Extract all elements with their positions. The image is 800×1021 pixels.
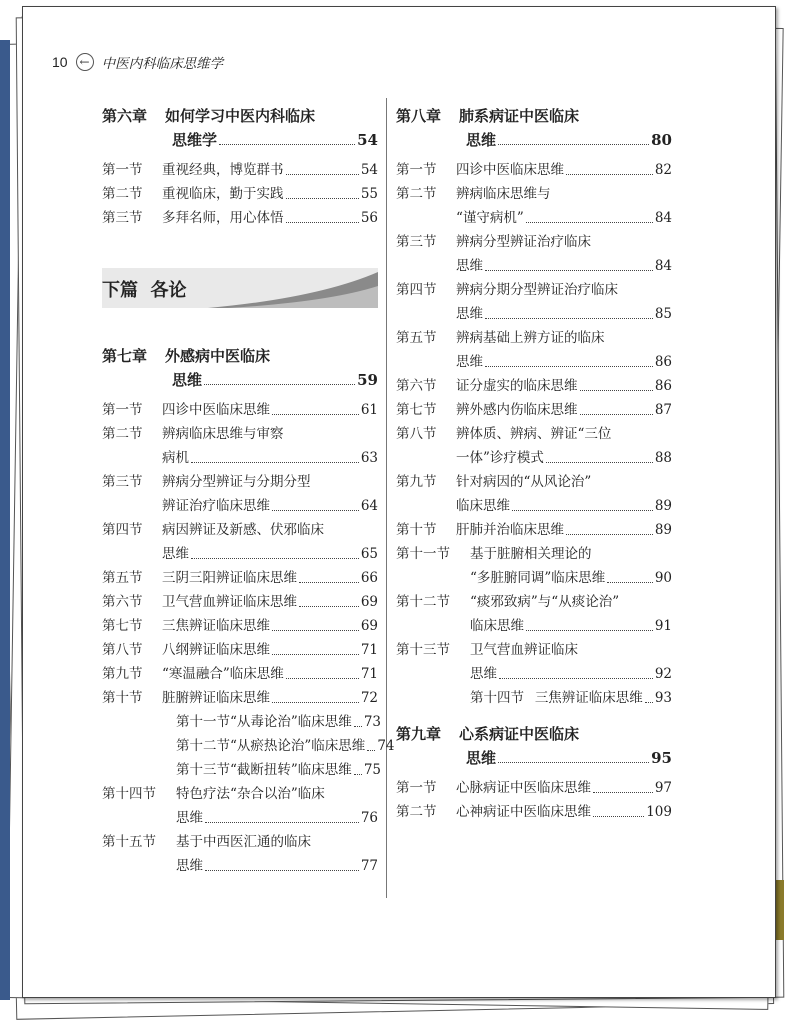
entry-text: 66 (360, 570, 378, 586)
entry-text: 69 (360, 618, 378, 634)
dot-leader (498, 144, 649, 145)
entry-text: “寒温融合”临床思维 (162, 666, 284, 682)
toc-entry[interactable] (102, 734, 395, 758)
entry-text: 思维 (470, 666, 497, 682)
entry-line (102, 494, 378, 518)
toc-entry[interactable] (102, 518, 378, 566)
entry-line (396, 206, 672, 230)
entry-line (396, 350, 672, 374)
toc-entry[interactable] (102, 566, 378, 590)
entry-number: 第三节 (102, 210, 143, 226)
entry-text: 54 (360, 162, 378, 178)
entry-text: 多拜名师，用心体悟 (162, 210, 284, 226)
entry-text: 四诊中医临床思维 (456, 162, 564, 178)
entry-text: 辨病分型辨证治疗临床 (456, 234, 591, 250)
entry-number: 第二节 (102, 426, 143, 442)
entry-line (396, 722, 672, 746)
entry-number: 第六节 (396, 378, 437, 394)
entry-number: 第七章 (102, 347, 148, 365)
dot-leader (354, 774, 362, 775)
entry-number: 第十节 (102, 690, 143, 706)
entry-number: 第二节 (102, 186, 143, 202)
entry-number: 第十一节 (176, 714, 230, 730)
entry-line (396, 278, 672, 302)
toc-entry[interactable] (396, 470, 672, 518)
toc-entry[interactable] (102, 470, 378, 518)
entry-number: 第一节 (396, 780, 437, 796)
toc-chapter-7[interactable] (102, 344, 378, 392)
entry-text: “从毒论治”临床思维 (230, 714, 352, 730)
toc-entry[interactable] (102, 782, 378, 830)
entry-text: 一体”诊疗模式 (456, 450, 544, 466)
entry-text: 辨体质、辨病、辨证“三位 (456, 426, 612, 442)
toc-right-column (396, 104, 672, 824)
entry-line (102, 518, 378, 542)
entry-text: 59 (357, 371, 378, 389)
entry-text: 69 (360, 594, 378, 610)
toc-entry[interactable] (396, 398, 672, 422)
toc-entry[interactable] (396, 326, 672, 374)
entry-text: 92 (654, 666, 672, 682)
entry-text: 72 (360, 690, 378, 706)
entry-line (102, 710, 381, 734)
entry-line (396, 158, 672, 182)
part-title: 各论 (150, 280, 187, 301)
entry-line (102, 854, 378, 878)
entry-text: 卫气营血辨证临床思维 (162, 594, 297, 610)
entry-text: 74 (377, 738, 395, 754)
toc-entry[interactable] (396, 158, 672, 182)
book-edge-strip (0, 40, 10, 1000)
entry-text: 病因辨证及新感、伏邪临床 (162, 522, 324, 538)
entry-text: 肝肺并治临床思维 (456, 522, 564, 538)
entry-text: 基于中西医汇通的临床 (176, 834, 311, 850)
dot-leader (607, 582, 653, 583)
entry-line (102, 662, 378, 686)
entry-number: 第二节 (396, 804, 437, 820)
toc-entry[interactable] (396, 590, 672, 638)
entry-text: 84 (654, 258, 672, 274)
entry-text: 109 (646, 804, 672, 820)
entry-line (396, 446, 672, 470)
entry-number: 第三节 (396, 234, 437, 250)
entry-number: 第八章 (396, 107, 442, 125)
entry-line (396, 398, 672, 422)
entry-text: “谨守病机” (456, 210, 524, 226)
toc-entry[interactable] (102, 758, 381, 782)
entry-text: 三焦辨证临床思维 (162, 618, 270, 634)
entry-line (396, 470, 672, 494)
dot-leader (272, 702, 359, 703)
entry-text: 思维 (456, 258, 483, 274)
entry-number: 第十五节 (102, 834, 156, 850)
entry-text: 病机 (162, 450, 189, 466)
entry-line (102, 734, 395, 758)
dot-leader (566, 534, 653, 535)
entry-number: 第三节 (102, 474, 143, 490)
entry-text: 三阴三阳辨证临床思维 (162, 570, 297, 586)
toc-entry[interactable] (102, 638, 378, 662)
entry-line (396, 326, 672, 350)
entry-text: 90 (654, 570, 672, 586)
entry-text: 辨病临床思维与 (456, 186, 551, 202)
entry-text: 55 (360, 186, 378, 202)
dot-leader (191, 558, 359, 559)
entry-text: 辨病分型辨证与分期分型 (162, 474, 311, 490)
entry-line (396, 776, 672, 800)
entry-text: 如何学习中医内科临床 (165, 107, 316, 125)
entry-text: 辨病分期分型辨证治疗临床 (456, 282, 618, 298)
entry-line (396, 374, 672, 398)
entry-number: 第六节 (102, 594, 143, 610)
dot-leader (219, 144, 355, 145)
entry-text: 80 (651, 131, 672, 149)
entry-line (102, 542, 378, 566)
entry-text: 外感病中医临床 (165, 347, 271, 365)
entry-line (396, 614, 672, 638)
entry-text: 卫气营血辨证临床 (470, 642, 578, 658)
entry-text: 56 (360, 210, 378, 226)
entry-text: 61 (360, 402, 378, 418)
entry-line (396, 662, 672, 686)
entry-line (102, 590, 378, 614)
entry-line (102, 782, 378, 806)
toc-entry[interactable] (396, 374, 672, 398)
entry-line (102, 614, 378, 638)
entry-number: 第九节 (396, 474, 437, 490)
toc-entry[interactable] (396, 686, 672, 710)
entry-text: 82 (654, 162, 672, 178)
entry-line (396, 686, 672, 710)
toc-entry[interactable] (396, 542, 672, 590)
entry-text: 86 (654, 378, 672, 394)
dot-leader (485, 366, 653, 367)
entry-text: 四诊中医临床思维 (162, 402, 270, 418)
dot-leader (205, 822, 359, 823)
entry-text: 87 (654, 402, 672, 418)
toc-entry[interactable] (396, 518, 672, 542)
dot-leader (593, 816, 644, 817)
toc-left-column (102, 104, 395, 878)
entry-text: 63 (360, 450, 378, 466)
entry-number: 第四节 (396, 282, 437, 298)
entry-text: 77 (360, 858, 378, 874)
dot-leader (286, 198, 359, 199)
entry-number: 第十三节 (396, 642, 450, 658)
entry-line (396, 746, 672, 770)
toc-chapter-9[interactable] (396, 722, 672, 770)
dot-leader (191, 462, 359, 463)
entry-line (396, 128, 672, 152)
entry-line (396, 638, 672, 662)
toc-entry[interactable] (396, 638, 672, 686)
dot-leader (204, 384, 355, 385)
entry-text: 89 (654, 522, 672, 538)
entry-line (102, 758, 381, 782)
entry-line (102, 398, 378, 422)
entry-line (396, 254, 672, 278)
dot-leader (367, 750, 375, 751)
entry-text: 54 (357, 131, 378, 149)
dot-leader (485, 318, 653, 319)
toc-entry[interactable] (102, 830, 378, 878)
entry-text: 86 (654, 354, 672, 370)
entry-number: 第二节 (396, 186, 437, 202)
toc-entry[interactable] (396, 800, 672, 824)
entry-text: 证分虚实的临床思维 (456, 378, 578, 394)
entry-text: 临床思维 (456, 498, 510, 514)
entry-line (102, 686, 378, 710)
entry-line (396, 104, 672, 128)
entry-number: 第一节 (396, 162, 437, 178)
entry-text: 64 (360, 498, 378, 514)
dot-leader (499, 678, 653, 679)
entry-line (102, 566, 378, 590)
toc-entry[interactable] (102, 686, 378, 710)
entry-text: 97 (654, 780, 672, 796)
entry-text: 思维 (162, 546, 189, 562)
toc-entry[interactable] (396, 182, 672, 230)
toc-entry[interactable] (102, 662, 378, 686)
entry-text: 临床思维 (470, 618, 524, 634)
entry-text: 93 (654, 690, 672, 706)
dot-leader (286, 174, 359, 175)
entry-text: 重视经典，博览群书 (162, 162, 284, 178)
entry-text: 思维 (176, 810, 203, 826)
running-header (52, 52, 223, 72)
entry-text: 思维学 (172, 131, 218, 149)
entry-line (102, 182, 378, 206)
toc-chapter-8[interactable] (396, 104, 672, 152)
entry-number: 第八节 (102, 642, 143, 658)
toc-entry[interactable] (396, 422, 672, 470)
dot-leader (645, 702, 653, 703)
part-number: 下篇 (102, 280, 138, 301)
entry-line (396, 518, 672, 542)
entry-text: 84 (654, 210, 672, 226)
dot-leader (205, 870, 359, 871)
column-divider (386, 98, 387, 898)
entry-line (396, 422, 672, 446)
entry-number: 第四节 (102, 522, 143, 538)
part-banner (102, 268, 378, 308)
book-title: 中医内科临床思维学 (101, 56, 224, 72)
entry-text: 76 (360, 810, 378, 826)
dot-leader (566, 174, 653, 175)
page-number: 10 (52, 54, 68, 70)
entry-line (396, 590, 672, 614)
dot-leader (299, 582, 359, 583)
dot-leader (286, 678, 359, 679)
dot-leader (272, 630, 359, 631)
entry-line (102, 206, 378, 230)
entry-number: 第一节 (102, 162, 143, 178)
entry-line (102, 158, 378, 182)
entry-text: 心神病证中医临床思维 (456, 804, 591, 820)
toc-entry[interactable] (102, 614, 378, 638)
toc-entry[interactable] (102, 590, 378, 614)
entry-number: 第十一节 (396, 546, 450, 562)
toc-entry[interactable] (396, 776, 672, 800)
entry-text: 思维 (172, 371, 203, 389)
entry-text: 肺系病证中医临床 (459, 107, 580, 125)
entry-number: 第十三节 (176, 762, 230, 778)
entry-number: 第十二节 (176, 738, 230, 754)
entry-text: “截断扭转”临床思维 (230, 762, 352, 778)
entry-text: 91 (654, 618, 672, 634)
toc-entry[interactable] (396, 278, 672, 326)
dot-leader (299, 606, 359, 607)
dot-leader (354, 726, 362, 727)
entry-line (396, 182, 672, 206)
entry-number: 第十节 (396, 522, 437, 538)
entry-text: 思维 (466, 749, 497, 767)
entry-text: “痰邪致病”与“从痰论治” (470, 594, 620, 610)
dot-leader (593, 792, 653, 793)
entry-line (102, 806, 378, 830)
entry-text: 思维 (176, 858, 203, 874)
toc-entry[interactable] (102, 158, 378, 182)
entry-text: 辨外感内伤临床思维 (456, 402, 578, 418)
entry-text: 脏腑辨证临床思维 (162, 690, 270, 706)
entry-text: 基于脏腑相关理论的 (470, 546, 592, 562)
entry-line (396, 542, 672, 566)
entry-text: 思维 (466, 131, 497, 149)
entry-text: 三焦辨证临床思维 (534, 690, 643, 706)
entry-text: 心脉病证中医临床思维 (456, 780, 591, 796)
toc-entry[interactable] (102, 206, 378, 230)
dot-leader (272, 654, 359, 655)
entry-line (102, 638, 378, 662)
entry-line (396, 230, 672, 254)
entry-number: 第六章 (102, 107, 148, 125)
toc-entry[interactable] (102, 710, 381, 734)
entry-number: 第九节 (102, 666, 143, 682)
entry-number: 第七节 (396, 402, 437, 418)
entry-text: 75 (363, 762, 381, 778)
dot-leader (272, 510, 359, 511)
banner-swoosh-decoration (208, 268, 378, 308)
entry-text: 71 (360, 666, 378, 682)
entry-line (102, 368, 378, 392)
entry-line (102, 470, 378, 494)
entry-text: 89 (654, 498, 672, 514)
dot-leader (286, 222, 359, 223)
entry-text: 特色疗法“杂合以治”临床 (176, 786, 325, 802)
entry-text: 71 (360, 642, 378, 658)
entry-number: 第七节 (102, 618, 143, 634)
dot-leader (272, 414, 359, 415)
back-arrow-icon: ← (76, 53, 94, 71)
dot-leader (526, 630, 653, 631)
entry-text: 73 (363, 714, 381, 730)
entry-text: 思维 (456, 306, 483, 322)
entry-text: 88 (654, 450, 672, 466)
entry-text: “多脏腑同调”临床思维 (470, 570, 606, 586)
dot-leader (498, 762, 649, 763)
entry-number: 第十四节 (102, 786, 156, 802)
entry-text: 65 (360, 546, 378, 562)
entry-line (102, 104, 378, 128)
dot-leader (580, 390, 653, 391)
entry-line (102, 830, 378, 854)
dot-leader (526, 222, 653, 223)
entry-line (396, 800, 672, 824)
entry-text: 思维 (456, 354, 483, 370)
entry-line (396, 566, 672, 590)
entry-number: 第十二节 (396, 594, 450, 610)
entry-line (102, 344, 378, 368)
entry-text: 针对病因的“从风论治” (456, 474, 592, 490)
entry-text: 辨病基础上辨方证的临床 (456, 330, 605, 346)
entry-number: 第五节 (396, 330, 437, 346)
entry-text: 85 (654, 306, 672, 322)
entry-number: 第九章 (396, 725, 442, 743)
dot-leader (546, 462, 653, 463)
toc-entry[interactable] (396, 230, 672, 278)
entry-number: 第一节 (102, 402, 143, 418)
entry-number: 第八节 (396, 426, 437, 442)
entry-number: 第十四节 (470, 690, 524, 706)
entry-text: 心系病证中医临床 (459, 725, 580, 743)
dot-leader (512, 510, 653, 511)
entry-line (396, 302, 672, 326)
entry-line (102, 422, 378, 446)
entry-line (396, 494, 672, 518)
toc-chapter-6[interactable] (102, 104, 378, 152)
toc-entry[interactable] (102, 398, 378, 422)
toc-entry[interactable] (102, 422, 378, 470)
toc-entry[interactable] (102, 182, 378, 206)
entry-text: 八纲辨证临床思维 (162, 642, 270, 658)
entry-line (102, 128, 378, 152)
entry-number: 第五节 (102, 570, 143, 586)
entry-text: 辨证治疗临床思维 (162, 498, 270, 514)
entry-line (102, 446, 378, 470)
dot-leader (580, 414, 653, 415)
entry-text: 重视临床，勤于实践 (162, 186, 284, 202)
entry-text: 95 (651, 749, 672, 767)
dot-leader (485, 270, 653, 271)
entry-text: 辨病临床思维与审察 (162, 426, 284, 442)
entry-text: “从瘀热论治”临床思维 (230, 738, 366, 754)
